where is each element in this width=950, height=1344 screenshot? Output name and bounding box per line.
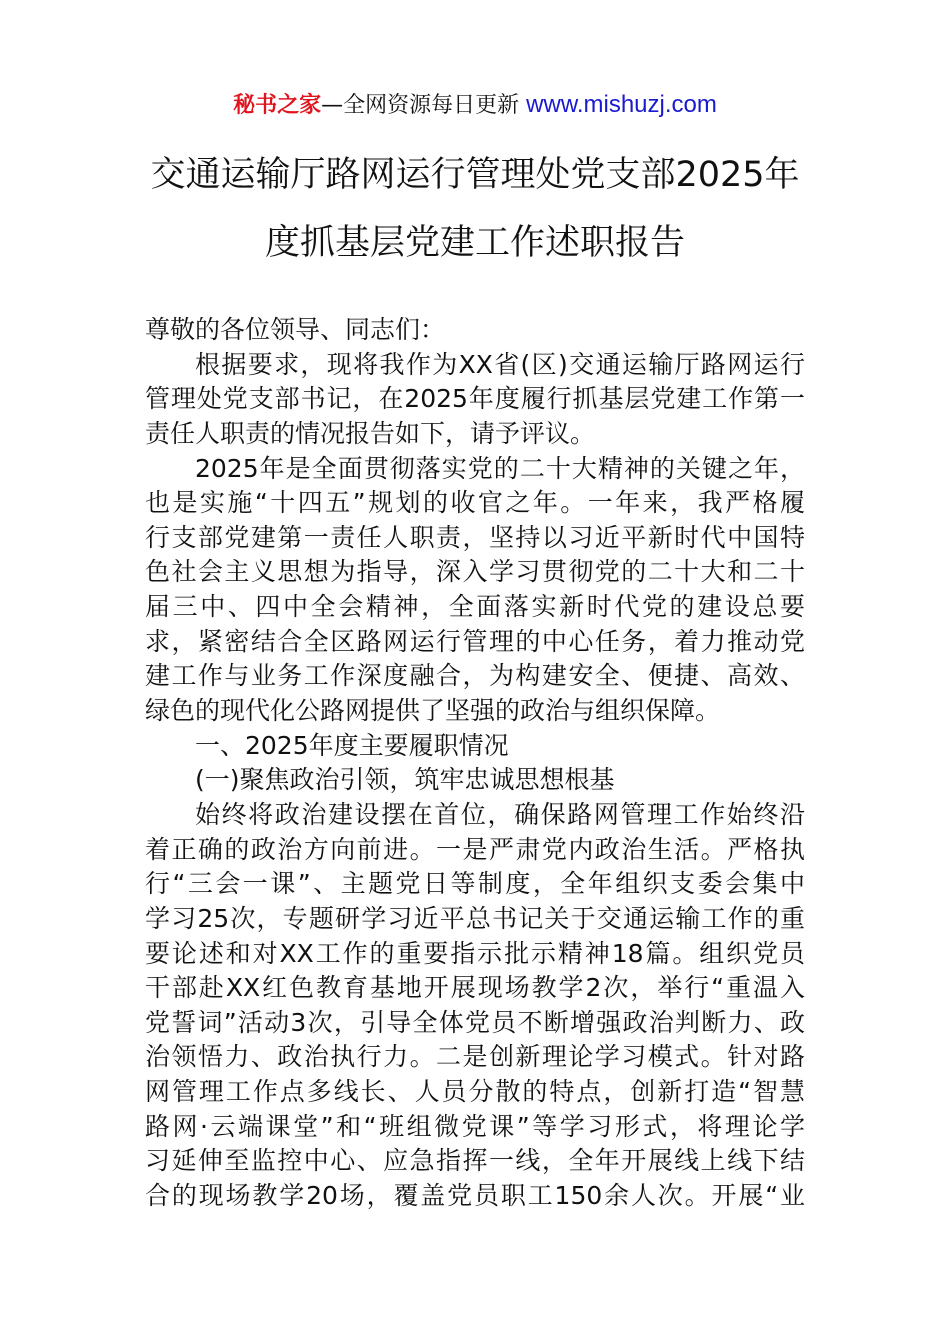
document-title-line-1: 交通运输厅路网运行管理处党支部2025年	[150, 155, 800, 195]
text-line: 学习25次，专题研学习近平总书记关于交通运输工作的重	[145, 903, 805, 933]
text-line: 行支部党建第一责任人职责，坚持以习近平新时代中国特	[145, 522, 805, 552]
text-line: 责任人职责的情况报告如下，请予评议。	[145, 418, 596, 448]
text-line: 一、2025年度主要履职情况	[195, 730, 509, 760]
text-line: 色社会主义思想为指导，深入学习贯彻党的二十大和二十	[145, 557, 805, 587]
text-line: 届三中、四中全会精神，全面落实新时代党的建设总要	[145, 592, 805, 622]
text-line: 建工作与业务工作深度融合，为构建安全、便捷、高效、	[145, 661, 805, 691]
text-line: 绿色的现代化公路网提供了坚强的政治与组织保障。	[145, 696, 721, 726]
text-line: 治领悟力、政治执行力。二是创新理论学习模式。针对路	[145, 1042, 805, 1072]
document-body	[145, 313, 805, 1214]
text-line: 合的现场教学20场，覆盖党员职工150余人次。开展“业	[145, 1181, 805, 1211]
text-line: 干部赴XX红色教育基地开展现场教学2次，举行“重温入	[145, 973, 805, 1003]
text-line: (一)聚焦政治引领，筑牢忠诚思想根基	[195, 765, 615, 795]
text-line: 求，紧密结合全区路网运行管理的中心任务，着力推动党	[145, 626, 805, 656]
text-line: 2025年是全面贯彻落实党的二十大精神的关键之年，	[195, 453, 805, 483]
document-title-line-2: 度抓基层党建工作述职报告	[264, 223, 685, 263]
brand-name: 秘书之家	[233, 93, 322, 118]
text-line: 党誓词”活动3次，引导全体党员不断增强政治判断力、政	[145, 1007, 805, 1037]
text-line: 习延伸至监控中心、应急指挥一线，全年开展线上线下结	[145, 1146, 805, 1176]
text-line: 管理处党支部书记，在2025年度履行抓基层党建工作第一	[145, 384, 805, 414]
banner-tagline: —全网资源每日更新	[321, 93, 527, 118]
site-url-link[interactable]: www.mishuzj.com	[526, 91, 717, 118]
text-line: 要论述和对XX工作的重要指示批示精神18篇。组织党员	[145, 938, 805, 968]
site-banner	[0, 88, 950, 123]
text-line: 尊敬的各位领导、同志们：	[145, 315, 446, 344]
text-line: 行“三会一课”、主题党日等制度，全年组织支委会集中	[145, 869, 805, 899]
text-line: 着正确的政治方向前进。一是严肃党内政治生活。严格执	[145, 834, 805, 864]
text-line: 始终将政治建设摆在首位，确保路网管理工作始终沿	[195, 799, 805, 829]
text-line: 也是实施“十四五”规划的收官之年。一年来，我严格履	[145, 488, 805, 518]
text-line: 网管理工作点多线长、人员分散的特点，创新打造“智慧	[145, 1077, 805, 1107]
text-line: 路网·云端课堂”和“班组微党课”等学习形式，将理论学	[145, 1111, 805, 1141]
text-line: 根据要求，现将我作为XX省(区)交通运输厅路网运行	[195, 349, 805, 379]
